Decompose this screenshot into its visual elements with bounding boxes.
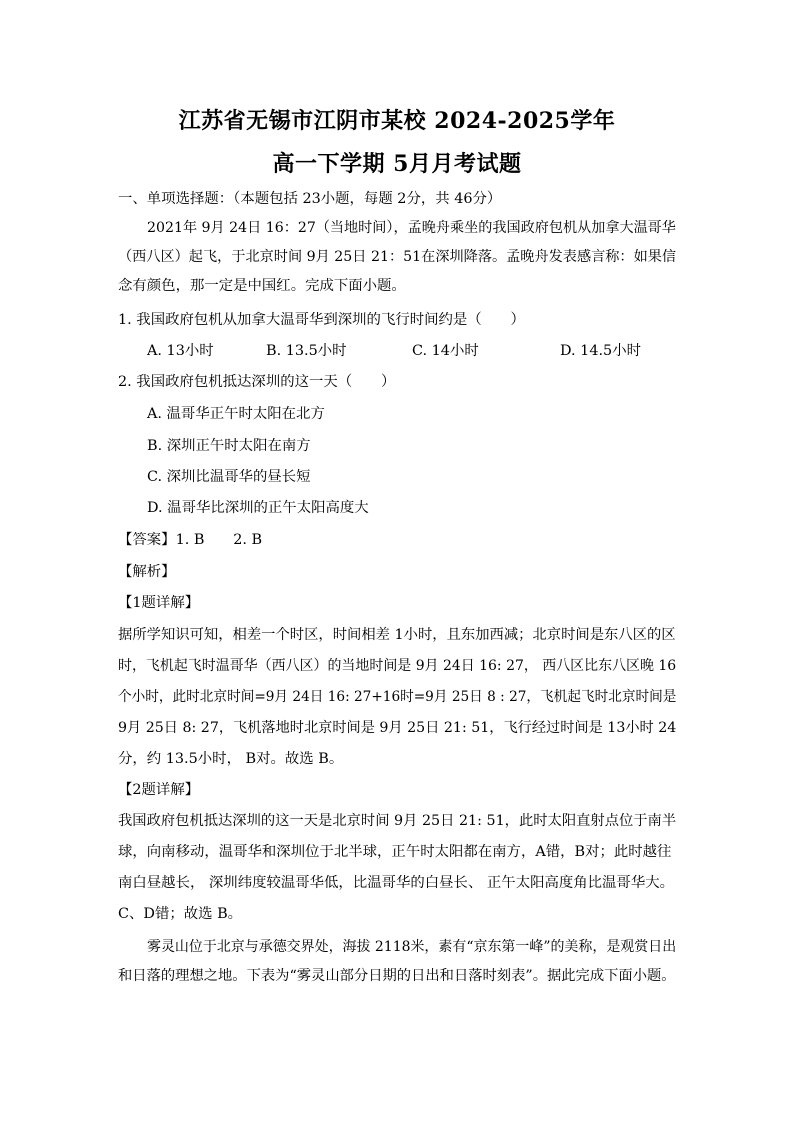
question2-option-b: B. 深圳正午时太阳在南方 [147, 438, 311, 454]
detail1-line: 个小时，此时北京时间=9月 24日 16: 27+16时=9月 25日 8 : 27，飞机起飞时北京时间是 [118, 689, 677, 705]
passage2-line: 雾灵山位于北京与承德交界处，海拔 2118米，素有“京东第一峰”的美称，是观赏日出 [147, 939, 677, 955]
detail2-line: C、D错；故选 B。 [118, 906, 243, 922]
passage1-line: 念有颜色，那一定是中国红。完成下面小题。 [118, 278, 406, 294]
detail2-line: 南白昼越长， 深圳纬度较温哥华低，比温哥华的白昼长、 正午太阳高度角比温哥华大。 [118, 875, 674, 891]
exam-title-line1: 江苏省无锡市江阴市某校 2024-2025学年 [178, 108, 616, 134]
question1-stem: 1. 我国政府包机从加拿大温哥华到深圳的飞行时间约是（ ） [118, 312, 525, 328]
detail1-line: 9月 25日 8: 27，飞机落地时北京时间是 9月 25日 21: 51，飞行经过时间是 13小时 24 [118, 720, 677, 736]
detail1-line: 时，飞机起飞时温哥华（西八区）的当地时间是 9月 24日 16: 27， 西八区比东八区晚 16 [118, 658, 677, 674]
passage1-line: （西八区）起飞，于北京时间 9月 25日 21：51在深圳降落。孟晚舟发表感言称：如果信 [118, 249, 677, 265]
detail1-line: 分，约 13.5小时， B对。故选 B。 [118, 751, 344, 767]
section-heading: 一、单项选择题：（本题包括 23小题，每题 2分，共 46分） [118, 191, 502, 207]
analysis-label: 【解析】 [118, 564, 176, 580]
exam-title-line2: 高一下学期 5月月考试题 [272, 151, 522, 177]
question1-option-b: B. 13.5小时 [266, 343, 347, 359]
detail2-label: 【2题详解】 [118, 782, 200, 798]
question2-stem: 2. 我国政府包机抵达深圳的这一天（ ） [118, 374, 396, 390]
passage1-line: 2021年 9月 24日 16：27（当地时间），孟晚舟乘坐的我国政府包机从加拿大温哥华 [147, 220, 676, 236]
question1-option-d: D. 14.5小时 [560, 343, 641, 359]
question2-option-a: A. 温哥华正午时太阳在北方 [147, 406, 325, 422]
detail2-line: 球，向南移动，温哥华和深圳位于北半球，正午时太阳都在南方，A错，B对；此时越往 [118, 844, 672, 860]
question1-option-a: A. 13小时 [147, 343, 214, 359]
detail1-label: 【1题详解】 [118, 595, 200, 611]
question1-option-c: C. 14小时 [412, 343, 479, 359]
question2-option-c: C. 深圳比温哥华的昼长短 [147, 469, 311, 485]
passage2-line: 和日落的理想之地。下表为“雾灵山部分日期的日出和日落时刻表”。据此完成下面小题。 [118, 968, 676, 984]
detail1-line: 据所学知识可知，相差一个时区，时间相差 1小时，且东加西减；北京时间是东八区的区 [118, 627, 676, 643]
answer-line: 【答案】1. B 2. B [118, 532, 263, 548]
question2-option-d: D. 温哥华比深圳的正午太阳高度大 [147, 500, 369, 516]
detail2-line: 我国政府包机抵达深圳的这一天是北京时间 9月 25日 21: 51，此时太阳直射点位于南半 [118, 813, 677, 829]
